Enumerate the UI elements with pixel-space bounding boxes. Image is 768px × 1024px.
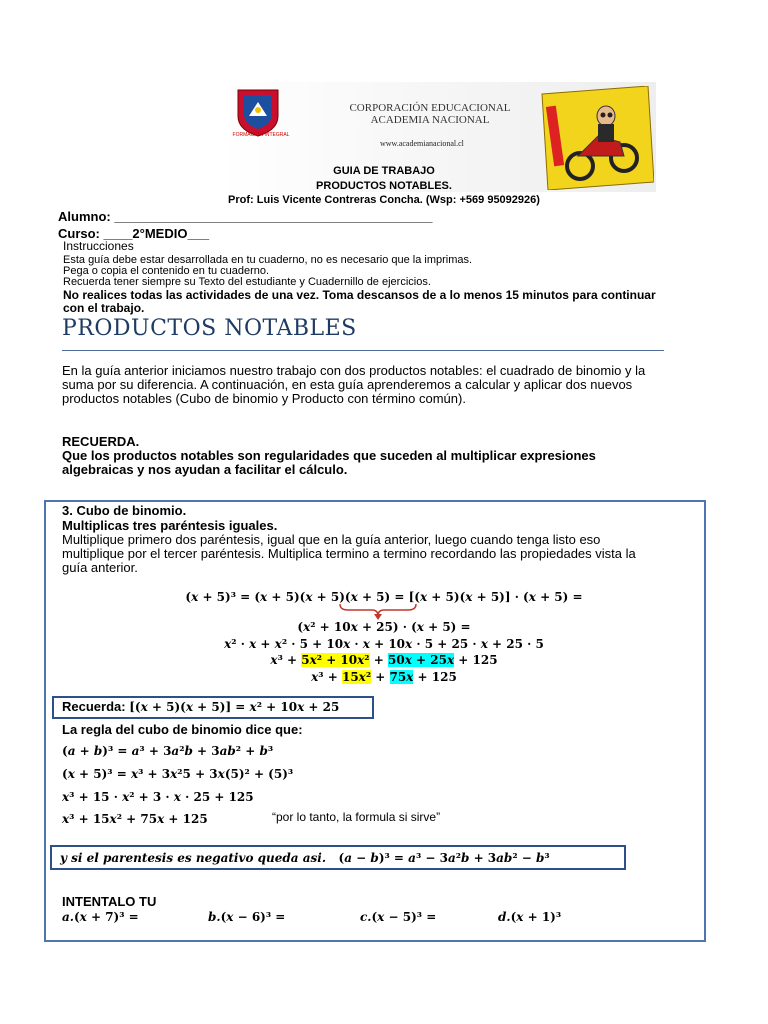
exercise-c: c.(x − 5)³ = [360, 910, 437, 924]
recuerda-heading: RECUERDA. [62, 434, 140, 449]
formula-simplified: x³ + 15 · x² + 3 · x · 25 + 125 [62, 790, 254, 804]
institution-line-2: ACADEMIA NACIONAL [370, 114, 490, 126]
formula-general: (a + b)³ = a³ + 3a²b + 3ab² + b³ [62, 744, 274, 758]
section-title: PRODUCTOS NOTABLES [62, 316, 357, 341]
exercise-b: b.(x − 6)³ = [208, 910, 286, 924]
formula-applied: (x + 5)³ = x³ + 3x²5 + 3x(5)² + (5)³ [62, 767, 294, 781]
exercise-a: a.(x + 7)³ = [62, 910, 139, 924]
rest-warning: No realices todas las actividades de una vez. Toma descansos de a lo menos 15 minutos para continuar con el trabajo. [63, 288, 656, 315]
formula-final: x³ + 15x² + 75x + 125 [62, 812, 208, 826]
rule-heading: La regla del cubo de binomio dice que: [62, 722, 303, 737]
cubo-subheading: Multiplicas tres paréntesis iguales. [62, 518, 278, 533]
teacher-line: Prof: Luis Vicente Contreras Concha. (Wsp: +569 95092926) [228, 194, 540, 206]
instruction-line: Esta guía debe estar desarrollada en tu cuaderno, no es necesario que la imprimas. [63, 254, 473, 266]
course-field: Curso: ____2°MEDIO___ [58, 226, 210, 241]
instruction-line: Pega o copia el contenido en tu cuaderno. [63, 265, 270, 277]
equation-result: x³ + 15x² + 75x + 125 [311, 670, 457, 684]
brace-icon [338, 602, 418, 620]
institution-url: www.academianacional.cl [380, 139, 464, 148]
recuerda-text: Que los productos notables son regularidades que suceden al multiplicar expresiones algebraicas y nos ayudan a facilitar el cálculo. [62, 448, 596, 477]
negative-case-text: y si el parentesis es negativo queda asi. [60, 851, 326, 865]
intro-paragraph: En la guía anterior iniciamos nuestro trabajo con dos productos notables: el cuadrado de binomio y la suma por su diferencia. A continuación, en esta guía aprenderemos a calcular y aplicar dos nuevos productos notables (Cubo de binomio y Producto con término común). [62, 363, 646, 406]
exercise-d: d.(x + 1)³ [498, 910, 562, 924]
cubo-description: Multiplique primero dos paréntesis, igual que en la guía anterior, luego cuando tenga listo eso multiplique por el tercer paréntesis. Multiplica termino a termino recordando las propiedades vista la guía anterior. [62, 532, 636, 575]
instruction-line: Recuerda tener siempre su Texto del estudiante y Cuadernillo de ejercicios. [63, 276, 431, 288]
negative-case-formula: y si el parentesis es negativo queda asi. (a − b)³ = a³ − 3a²b + 3ab² − b³ [60, 851, 550, 865]
equation-step-2: x² · x + x² · 5 + 10x · x + 10x · 5 + 25 · x + 25 · 5 [224, 637, 544, 651]
recuerda-formula: Recuerda: [(x + 5)(x + 5)] = x² + 10x + 25 [62, 699, 340, 714]
institution-name [340, 102, 520, 126]
title-divider [62, 350, 664, 351]
recuerda-label: Recuerda: [62, 699, 126, 714]
equation-expansion: (x + 5)³ = (x + 5)(x + 5)(x + 5) = [(x + 5)(x + 5)] · (x + 5) = [185, 590, 583, 604]
equation-step-3: x³ + 5x² + 10x² + 50x + 25x + 125 [270, 653, 498, 667]
equation-step-1: (x² + 10x + 25) · (x + 5) = [297, 620, 471, 634]
worksheet-topic: PRODUCTOS NOTABLES. [316, 180, 452, 192]
worksheet-type: GUIA DE TRABAJO [333, 165, 435, 177]
institution-line-1: CORPORACIÓN EDUCACIONAL [349, 102, 511, 114]
exercise-heading: INTENTALO TU [62, 894, 157, 909]
logo-caption: FORMACIÓN INTEGRAL [232, 132, 290, 138]
student-name-field: Alumno: ____________________________________________ [58, 209, 433, 224]
instructions-title: Instrucciones [63, 239, 134, 253]
formula-note: “por lo tanto, la formula si sirve” [272, 810, 441, 824]
cubo-heading: 3. Cubo de binomio. [62, 503, 187, 518]
school-logo-icon [232, 86, 284, 138]
